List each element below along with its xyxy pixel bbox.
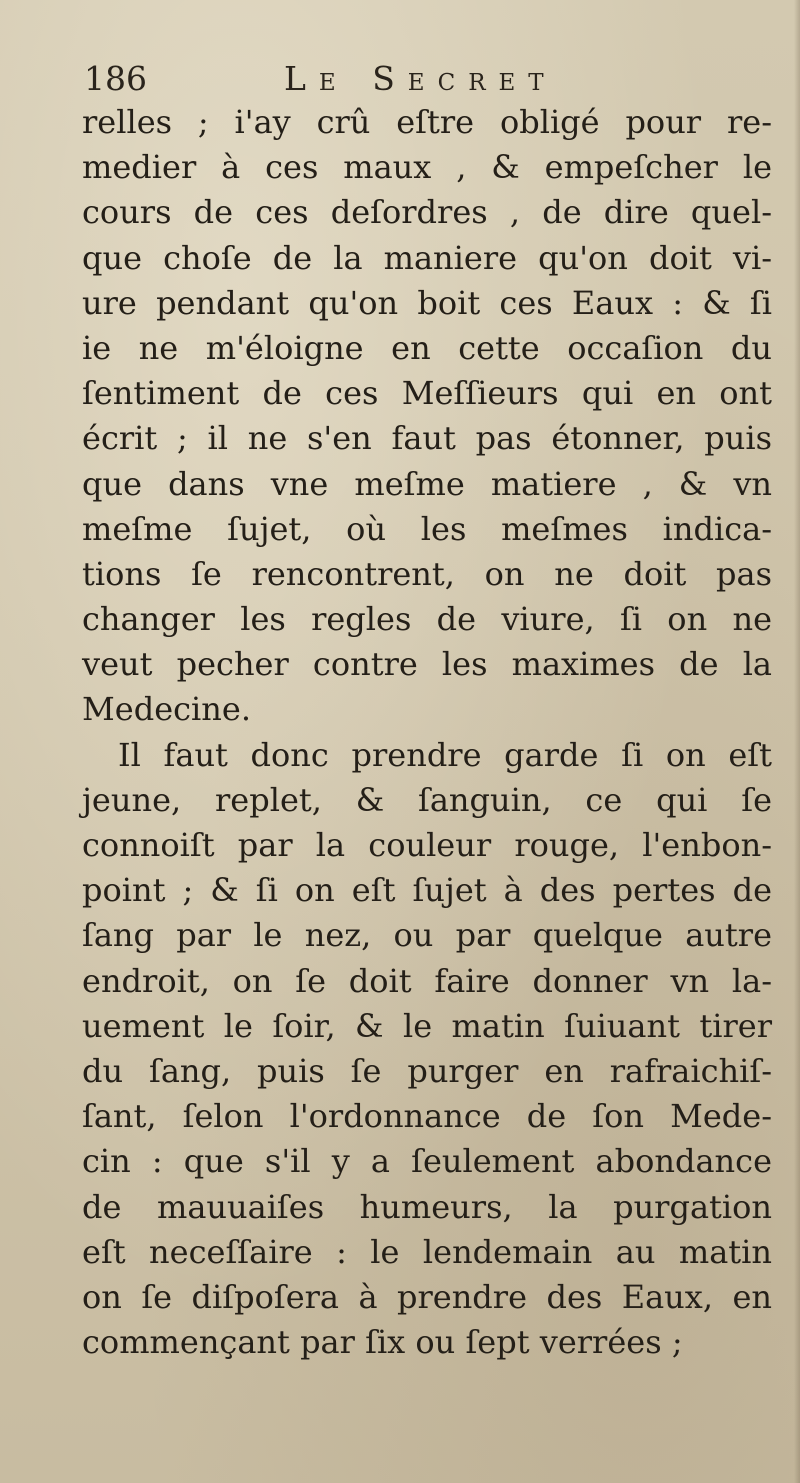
text-line: cours de ces deſordres , de dire quel- <box>82 193 772 232</box>
text-line: relles ; i'ay crû eſtre obligé pour re- <box>82 103 772 141</box>
text-line: eſt neceſſaire : le lendemain au matin <box>82 1232 772 1271</box>
text-line: que dans vne meſme matiere , & vn <box>82 464 772 503</box>
text-line: ie ne m'éloigne en cette occaſion du <box>82 328 772 367</box>
text-line: changer les regles de viure, ſi on ne <box>82 600 772 639</box>
text-line: écrit ; il ne s'en faut pas étonner, puis <box>82 419 772 458</box>
text-line: on ſe diſpoſera à prendre des Eaux, en <box>82 1277 772 1316</box>
text-line: Medecine. <box>82 690 251 729</box>
paragraph-1 <box>82 100 772 733</box>
text-line: veut pecher contre les maximes de la <box>82 645 772 684</box>
body-text <box>82 100 772 1365</box>
page-number: 186 <box>84 59 147 98</box>
text-line: medier à ces maux , & empeſcher le <box>82 148 772 187</box>
text-line: ſentiment de ces Meſſieurs qui en ont <box>82 374 772 413</box>
paragraph-2 <box>82 733 772 1366</box>
text-line: que choſe de la maniere qu'on doit vi- <box>82 238 772 277</box>
text-line: ſant, ſelon l'ordonnance de ſon Mede- <box>82 1097 772 1136</box>
text-line: Il faut donc prendre garde ſi on eſt <box>118 735 772 774</box>
text-line: du ſang, puis ſe purger en rafraichiſ- <box>82 1051 772 1090</box>
text-line: ure pendant qu'on boit ces Eaux : & ſi <box>82 283 772 322</box>
text-line: meſme ſujet, où les meſmes indica- <box>82 509 772 548</box>
text-line: jeune, replet, & ſanguin, ce qui ſe <box>82 780 772 819</box>
text-line: connoiſt par la couleur rouge, l'enbon- <box>82 826 772 864</box>
text-line: tions ſe rencontrent, on ne doit pas <box>82 554 772 593</box>
text-line: de mauuaiſes humeurs, la purgation <box>82 1187 772 1226</box>
text-line: commençant par ſix ou ſept verrées ; <box>82 1323 683 1362</box>
running-head <box>84 56 764 102</box>
text-line: cin : que s'il y a ſeulement abondance <box>82 1142 772 1181</box>
running-title: Le Secret <box>284 59 557 98</box>
text-line: point ; & ſi on eſt ſujet à des pertes de <box>82 871 772 910</box>
text-line: uement le ſoir, & le matin ſuiuant tirer <box>82 1006 772 1045</box>
text-line: endroit, on ſe doit faire donner vn la- <box>82 961 772 1000</box>
text-line: ſang par le nez, ou par quelque autre <box>82 916 772 955</box>
